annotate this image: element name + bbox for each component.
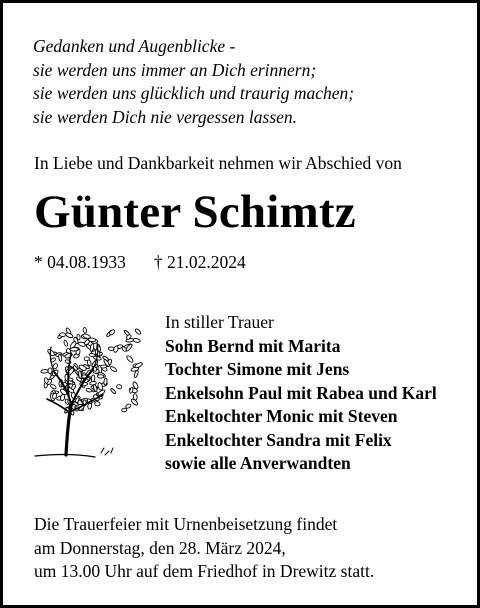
mourner-entry: Tochter Simone mit Jens xyxy=(165,359,350,379)
mourner-entry: Sohn Bernd mit Marita xyxy=(165,335,341,356)
mourner-entry: sowie alle Anverwandten xyxy=(165,453,351,473)
poem-line: sie werden uns glücklich und traurig machen; xyxy=(33,83,355,103)
death-date: † 21.02.2024 xyxy=(153,252,246,272)
poem-line: Gedanken und Augenblicke - xyxy=(33,36,236,56)
mourners-block xyxy=(165,311,437,476)
mourning-heading: In stiller Trauer xyxy=(165,312,274,332)
funeral-notice xyxy=(34,513,374,584)
funeral-line: am Donnerstag, den 28. März 2024, xyxy=(34,537,286,558)
mourner-entry: Enkeltochter Sandra mit Felix xyxy=(165,429,392,450)
funeral-line: um 13.00 Uhr auf dem Friedhof in Drewitz statt. xyxy=(34,561,375,581)
windswept-tree-icon xyxy=(33,313,143,465)
mourner-entry: Enkelsohn Paul mit Rabea und Karl xyxy=(165,382,437,403)
farewell-intro: In Liebe und Dankbarkeit nehmen wir Abschied von xyxy=(34,153,402,173)
mourner-entry: Enkeltochter Monic mit Steven xyxy=(165,406,398,426)
birth-date: * 04.08.1933 xyxy=(34,252,126,272)
poem xyxy=(33,35,354,129)
deceased-name: Günter Schimtz xyxy=(34,186,356,238)
poem-line: sie werden Dich nie vergessen lassen. xyxy=(33,106,298,127)
life-dates xyxy=(34,252,246,273)
poem-line: sie werden uns immer an Dich erinnern; xyxy=(33,59,317,80)
funeral-line: Die Trauerfeier mit Urnenbeisetzung findet xyxy=(34,514,338,534)
